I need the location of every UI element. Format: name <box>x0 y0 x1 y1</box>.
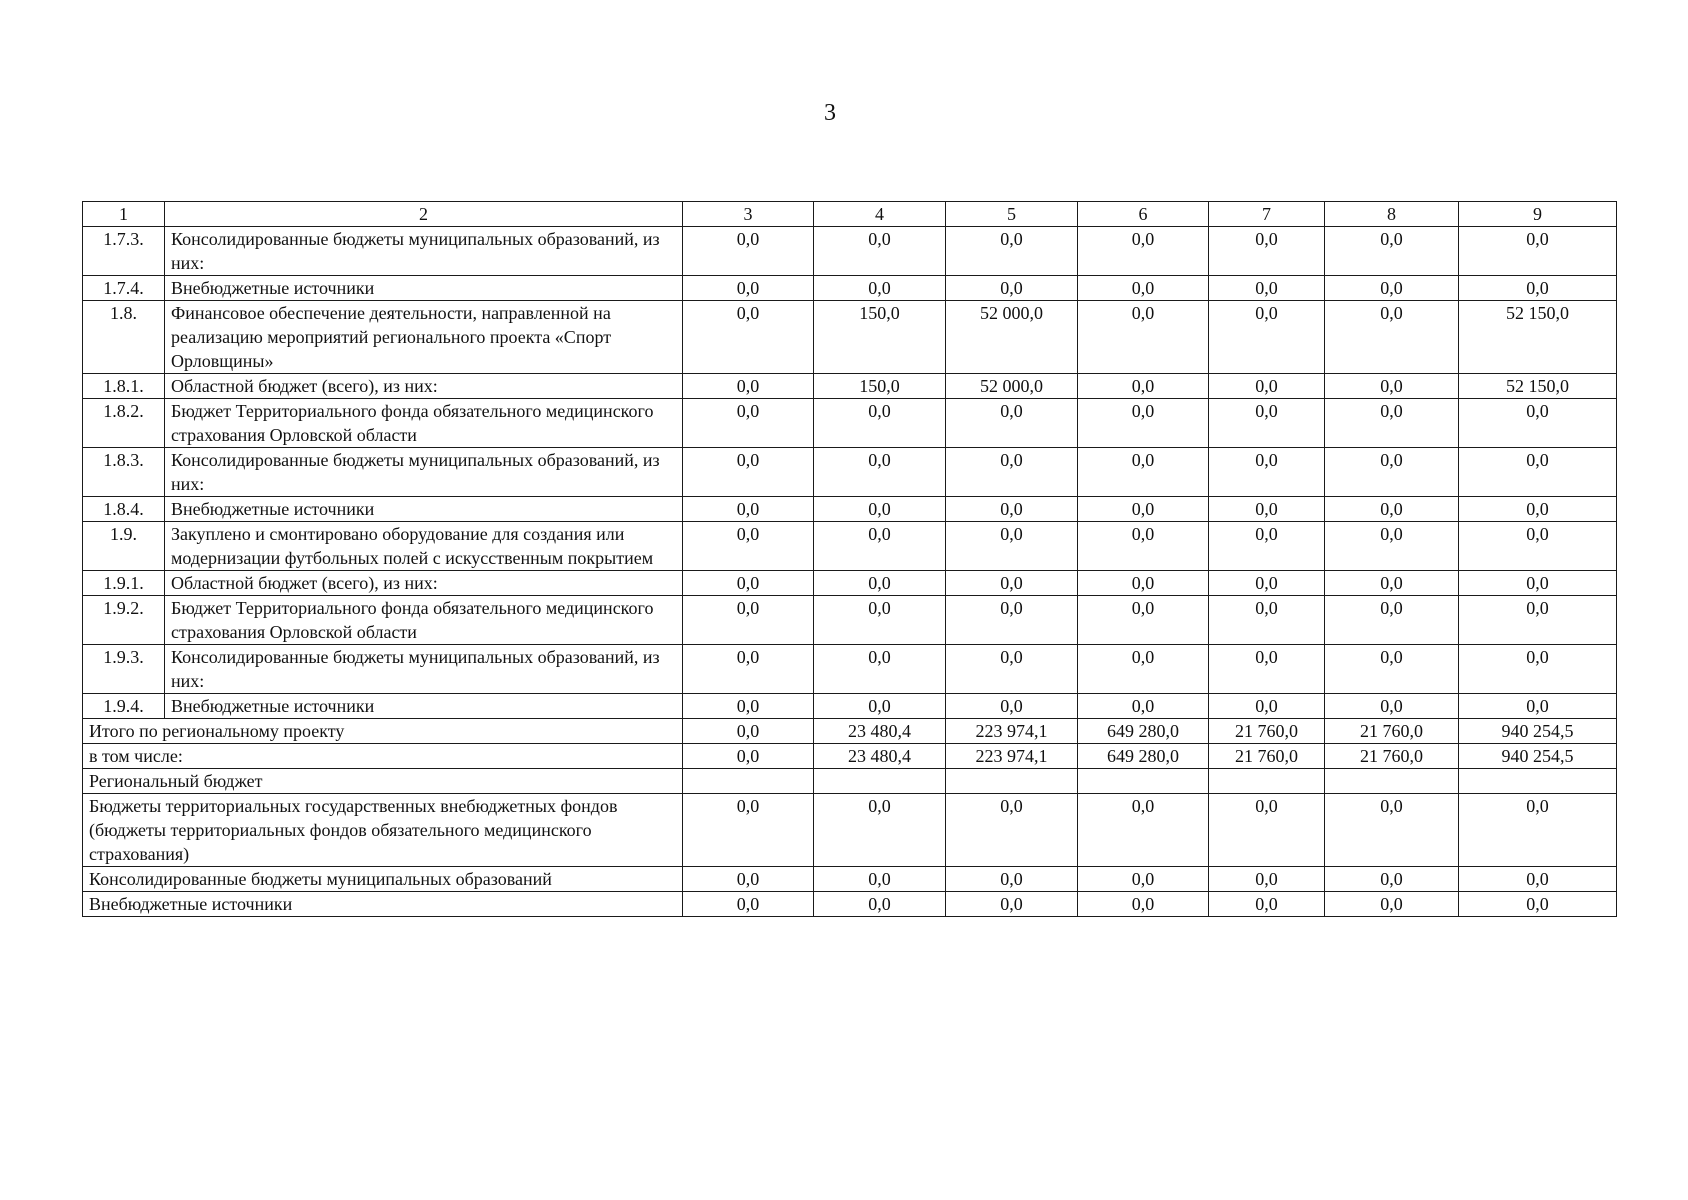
row-number: 1.9. <box>83 522 165 571</box>
value-cell <box>814 769 946 794</box>
table-row <box>83 571 1617 596</box>
value-cell: 0,0 <box>1209 892 1325 917</box>
value-cell: 0,0 <box>1459 596 1617 645</box>
value-cell: 0,0 <box>683 399 814 448</box>
header-cell: 4 <box>814 202 946 227</box>
value-cell: 0,0 <box>683 522 814 571</box>
value-cell: 0,0 <box>683 276 814 301</box>
value-cell: 0,0 <box>683 497 814 522</box>
value-cell: 0,0 <box>946 571 1078 596</box>
row-label: Бюджет Территориального фонда обязательного медицинского страхования Орловской области <box>165 596 683 645</box>
value-cell: 940 254,5 <box>1459 719 1617 744</box>
value-cell: 23 480,4 <box>814 719 946 744</box>
row-number: 1.8.2. <box>83 399 165 448</box>
value-cell: 0,0 <box>1325 497 1459 522</box>
value-cell: 0,0 <box>1325 694 1459 719</box>
value-cell: 0,0 <box>683 448 814 497</box>
value-cell: 0,0 <box>683 374 814 399</box>
value-cell: 0,0 <box>946 892 1078 917</box>
summary-row <box>83 719 1617 744</box>
row-label: Бюджет Территориального фонда обязательного медицинского страхования Орловской области <box>165 399 683 448</box>
summary-row <box>83 892 1617 917</box>
header-cell: 9 <box>1459 202 1617 227</box>
value-cell: 0,0 <box>814 399 946 448</box>
value-cell: 0,0 <box>1078 571 1209 596</box>
value-cell: 0,0 <box>1459 892 1617 917</box>
value-cell: 52 150,0 <box>1459 374 1617 399</box>
value-cell: 0,0 <box>1078 399 1209 448</box>
value-cell: 649 280,0 <box>1078 719 1209 744</box>
header-cell: 8 <box>1325 202 1459 227</box>
value-cell: 0,0 <box>1209 596 1325 645</box>
page-number: 3 <box>824 100 836 126</box>
value-cell: 23 480,4 <box>814 744 946 769</box>
value-cell: 223 974,1 <box>946 719 1078 744</box>
value-cell: 21 760,0 <box>1325 719 1459 744</box>
value-cell: 0,0 <box>1078 794 1209 867</box>
table-row <box>83 301 1617 374</box>
value-cell <box>1209 769 1325 794</box>
value-cell: 0,0 <box>1209 374 1325 399</box>
value-cell: 0,0 <box>1459 497 1617 522</box>
row-number: 1.8.4. <box>83 497 165 522</box>
value-cell: 0,0 <box>814 227 946 276</box>
value-cell <box>946 769 1078 794</box>
value-cell: 0,0 <box>814 497 946 522</box>
value-cell: 0,0 <box>1209 645 1325 694</box>
value-cell: 0,0 <box>683 645 814 694</box>
value-cell: 0,0 <box>1325 867 1459 892</box>
value-cell: 0,0 <box>1078 867 1209 892</box>
value-cell: 0,0 <box>1209 399 1325 448</box>
value-cell: 0,0 <box>946 448 1078 497</box>
value-cell: 0,0 <box>1459 276 1617 301</box>
value-cell: 0,0 <box>1325 301 1459 374</box>
row-label: Закуплено и смонтировано оборудование для создания или модернизации футбольных полей с искусственным покрытием <box>165 522 683 571</box>
row-label: Финансовое обеспечение деятельности, направленной на реализацию мероприятий регионального проекта «Спорт Орловщины» <box>165 301 683 374</box>
table-row <box>83 448 1617 497</box>
value-cell: 0,0 <box>1325 596 1459 645</box>
table-row <box>83 227 1617 276</box>
row-number: 1.9.4. <box>83 694 165 719</box>
value-cell: 0,0 <box>1209 794 1325 867</box>
value-cell: 0,0 <box>1325 227 1459 276</box>
value-cell: 0,0 <box>1325 522 1459 571</box>
table-row <box>83 497 1617 522</box>
row-label: Внебюджетные источники <box>165 694 683 719</box>
table-row <box>83 645 1617 694</box>
value-cell: 0,0 <box>1078 497 1209 522</box>
table-row <box>83 522 1617 571</box>
value-cell: 0,0 <box>683 794 814 867</box>
value-cell: 0,0 <box>1078 892 1209 917</box>
summary-label: Внебюджетные источники <box>83 892 683 917</box>
value-cell: 0,0 <box>683 596 814 645</box>
value-cell: 0,0 <box>814 645 946 694</box>
value-cell: 0,0 <box>1078 645 1209 694</box>
row-number: 1.8.1. <box>83 374 165 399</box>
detail-rows <box>83 227 1617 719</box>
value-cell: 0,0 <box>683 892 814 917</box>
value-cell: 0,0 <box>814 571 946 596</box>
value-cell: 0,0 <box>946 645 1078 694</box>
value-cell: 0,0 <box>1325 276 1459 301</box>
value-cell: 0,0 <box>814 522 946 571</box>
row-number: 1.7.4. <box>83 276 165 301</box>
value-cell: 0,0 <box>946 694 1078 719</box>
summary-label: Бюджеты территориальных государственных внебюджетных фондов (бюджеты территориальных фондов обязательного медицинского страхования) <box>83 794 683 867</box>
value-cell: 0,0 <box>814 892 946 917</box>
value-cell: 0,0 <box>1459 227 1617 276</box>
table-row <box>83 374 1617 399</box>
summary-row <box>83 867 1617 892</box>
value-cell: 0,0 <box>683 227 814 276</box>
value-cell: 0,0 <box>1078 301 1209 374</box>
row-number: 1.9.2. <box>83 596 165 645</box>
value-cell: 0,0 <box>1325 448 1459 497</box>
header-cell: 3 <box>683 202 814 227</box>
value-cell: 0,0 <box>1325 645 1459 694</box>
value-cell: 0,0 <box>1209 694 1325 719</box>
value-cell: 0,0 <box>1459 571 1617 596</box>
value-cell: 0,0 <box>1209 301 1325 374</box>
value-cell: 0,0 <box>1459 645 1617 694</box>
summary-row <box>83 769 1617 794</box>
row-label: Областной бюджет (всего), из них: <box>165 571 683 596</box>
header-cell: 7 <box>1209 202 1325 227</box>
row-number: 1.8. <box>83 301 165 374</box>
value-cell: 0,0 <box>1209 448 1325 497</box>
summary-rows <box>83 719 1617 917</box>
row-label: Областной бюджет (всего), из них: <box>165 374 683 399</box>
value-cell: 0,0 <box>683 867 814 892</box>
header-cell: 2 <box>165 202 683 227</box>
value-cell: 0,0 <box>1209 276 1325 301</box>
value-cell: 649 280,0 <box>1078 744 1209 769</box>
value-cell: 0,0 <box>814 867 946 892</box>
value-cell: 0,0 <box>1078 448 1209 497</box>
value-cell: 0,0 <box>1209 867 1325 892</box>
table-row <box>83 276 1617 301</box>
value-cell <box>1078 769 1209 794</box>
budget-table <box>82 201 1617 917</box>
value-cell: 0,0 <box>946 794 1078 867</box>
value-cell: 0,0 <box>1325 571 1459 596</box>
header-row <box>83 202 1617 227</box>
value-cell: 0,0 <box>946 399 1078 448</box>
value-cell: 52 000,0 <box>946 374 1078 399</box>
value-cell: 0,0 <box>814 596 946 645</box>
value-cell: 0,0 <box>1459 448 1617 497</box>
value-cell: 0,0 <box>946 276 1078 301</box>
value-cell: 0,0 <box>946 227 1078 276</box>
value-cell: 0,0 <box>683 694 814 719</box>
value-cell: 150,0 <box>814 374 946 399</box>
value-cell: 0,0 <box>946 497 1078 522</box>
value-cell: 0,0 <box>1209 497 1325 522</box>
row-label: Внебюджетные источники <box>165 276 683 301</box>
value-cell: 0,0 <box>683 301 814 374</box>
row-number: 1.9.1. <box>83 571 165 596</box>
row-number: 1.8.3. <box>83 448 165 497</box>
row-number: 1.9.3. <box>83 645 165 694</box>
value-cell: 0,0 <box>1459 867 1617 892</box>
value-cell: 0,0 <box>1459 399 1617 448</box>
value-cell: 0,0 <box>1078 522 1209 571</box>
value-cell: 0,0 <box>814 794 946 867</box>
value-cell: 0,0 <box>1325 399 1459 448</box>
value-cell: 0,0 <box>946 867 1078 892</box>
value-cell: 0,0 <box>683 719 814 744</box>
value-cell: 52 000,0 <box>946 301 1078 374</box>
row-label: Внебюджетные источники <box>165 497 683 522</box>
value-cell: 0,0 <box>1459 522 1617 571</box>
value-cell: 0,0 <box>1459 694 1617 719</box>
value-cell <box>1325 769 1459 794</box>
value-cell: 21 760,0 <box>1209 719 1325 744</box>
value-cell: 0,0 <box>683 571 814 596</box>
row-label: Консолидированные бюджеты муниципальных образований, из них: <box>165 645 683 694</box>
value-cell: 223 974,1 <box>946 744 1078 769</box>
value-cell: 0,0 <box>1078 227 1209 276</box>
header-cell: 1 <box>83 202 165 227</box>
row-number: 1.7.3. <box>83 227 165 276</box>
summary-row <box>83 744 1617 769</box>
value-cell: 21 760,0 <box>1209 744 1325 769</box>
header-cell: 6 <box>1078 202 1209 227</box>
value-cell: 0,0 <box>1078 276 1209 301</box>
value-cell: 150,0 <box>814 301 946 374</box>
row-label: Консолидированные бюджеты муниципальных образований, из них: <box>165 227 683 276</box>
value-cell: 0,0 <box>1459 794 1617 867</box>
value-cell: 0,0 <box>1078 596 1209 645</box>
value-cell: 0,0 <box>683 744 814 769</box>
value-cell: 0,0 <box>814 448 946 497</box>
value-cell: 0,0 <box>1325 892 1459 917</box>
value-cell: 0,0 <box>946 522 1078 571</box>
value-cell: 0,0 <box>1209 522 1325 571</box>
value-cell: 940 254,5 <box>1459 744 1617 769</box>
value-cell <box>683 769 814 794</box>
value-cell: 0,0 <box>1078 374 1209 399</box>
value-cell: 0,0 <box>1325 374 1459 399</box>
summary-label: Итого по региональному проекту <box>83 719 683 744</box>
table-row <box>83 694 1617 719</box>
value-cell: 0,0 <box>1209 227 1325 276</box>
summary-row <box>83 794 1617 867</box>
summary-label: Консолидированные бюджеты муниципальных образований <box>83 867 683 892</box>
row-label: Консолидированные бюджеты муниципальных образований, из них: <box>165 448 683 497</box>
value-cell: 0,0 <box>1209 571 1325 596</box>
value-cell <box>1459 769 1617 794</box>
summary-label: в том числе: <box>83 744 683 769</box>
value-cell: 21 760,0 <box>1325 744 1459 769</box>
header-cell: 5 <box>946 202 1078 227</box>
value-cell: 0,0 <box>1078 694 1209 719</box>
value-cell: 0,0 <box>946 596 1078 645</box>
value-cell: 0,0 <box>814 694 946 719</box>
table-row <box>83 399 1617 448</box>
value-cell: 52 150,0 <box>1459 301 1617 374</box>
summary-label: Региональный бюджет <box>83 769 683 794</box>
table-row <box>83 596 1617 645</box>
value-cell: 0,0 <box>814 276 946 301</box>
value-cell: 0,0 <box>1325 794 1459 867</box>
